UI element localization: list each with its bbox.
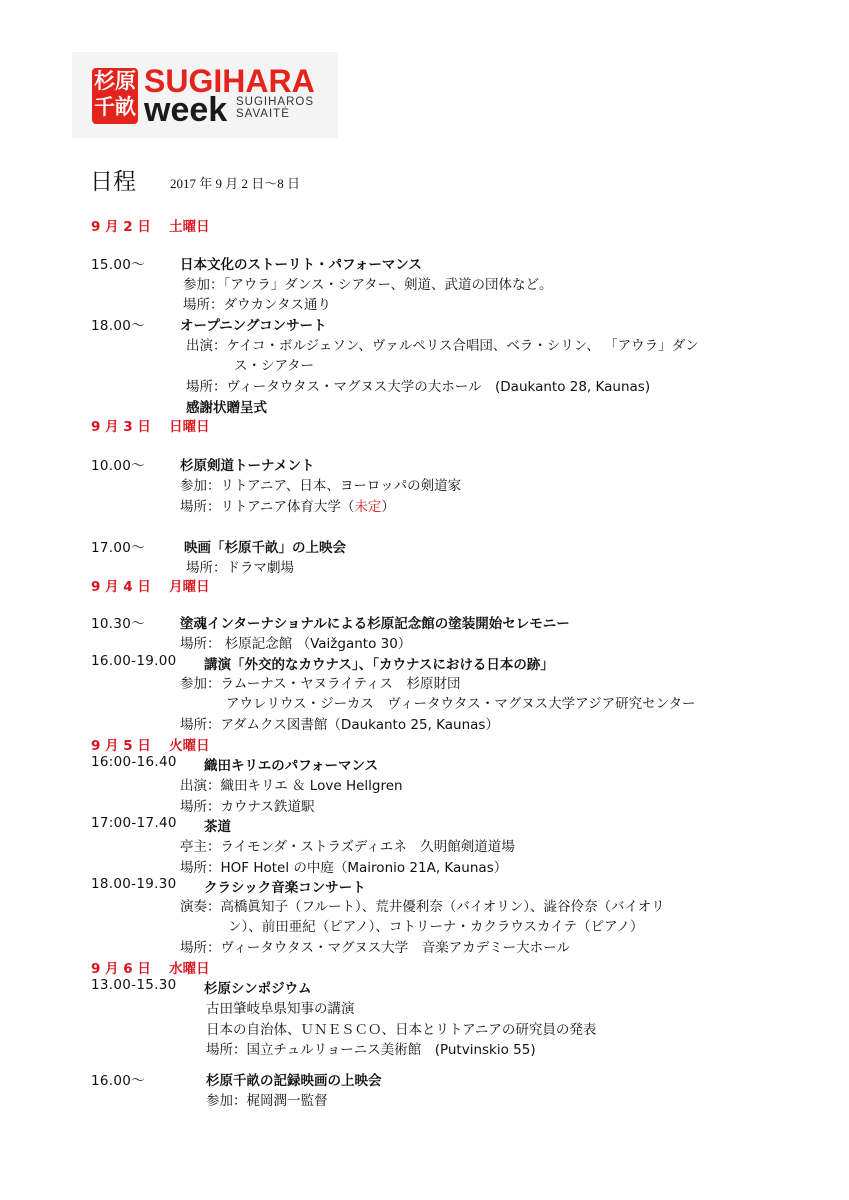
event-time: 18.00〜 [91,318,145,334]
day-heading: 9 月 4 日 月曜日 [91,579,210,595]
event-detail: 場所：HOF Hotel の中庭（Maironio 21A, Kaunas） [180,860,508,876]
undecided-note: 未定 [354,499,382,515]
event-title: 日本文化のストーリト・パフォーマンス [180,257,422,273]
logo-kanji-bottom: 千畝 [94,94,136,119]
day-heading: 9 月 3 日 日曜日 [91,419,210,435]
date-range: 2017 年 9 月 2 日〜8 日 [170,176,301,191]
event-time: 10.00〜 [91,458,145,474]
event-time: 10.30〜 [91,616,145,632]
day-heading: 9 月 2 日 土曜日 [91,219,210,235]
event-title: 塗魂インターナショナルによる杉原記念館の塗装開始セレモニー [180,616,570,632]
event-time: 16.00-19.00 [91,653,177,669]
event-detail: 場所：カウナス鉄道駅 [180,799,315,815]
logo-week: week [144,91,228,129]
event-detail: 場所：ヴィータウタス・マグヌス大学 音楽アカデミー大ホール [180,940,570,956]
event-time: 17.00〜 [91,540,145,556]
event-title: 茶道 [204,819,231,835]
event-detail: 古田肇岐阜県知事の講演 [206,1001,355,1017]
event-detail: 亭主：ライモンダ・ストラズディエネ 久明館剣道道場 [180,839,515,855]
event-detail: 出演：ケイコ・ボルジェソン、ヴァルペリス合唱団、ベラ・シリン、 「アウラ」ダン [186,338,699,354]
event-detail: 参加：ラムーナス・ヤヌライティス 杉原財団 [180,676,461,692]
event-detail: 場所： 杉原記念館 （Vaižganto 30） [180,636,412,652]
sugihara-week-logo [72,52,338,138]
event-detail: ン）、前田亜紀（ピアノ）、コトリーナ・カクラウスカイテ（ピアノ） [228,919,644,935]
day-heading: 9 月 6 日 水曜日 [91,961,210,977]
event-detail: 場所：ドラマ劇場 [186,560,294,576]
event-detail: 出演：織田キリエ ＆ Love Hellgren [180,778,403,794]
event-detail: ス・シアター [234,358,315,374]
event-title: 杉原千畝の記録映画の上映会 [206,1073,382,1089]
event-detail: 参加：梶岡潤一監督 [206,1093,328,1109]
event-detail-text: ） [381,499,395,515]
event-title: 織田キリエのパフォーマンス [204,758,379,774]
event-title: 講演「外交的なカウナス」、「カウナスにおける日本の跡」 [204,657,554,673]
event-time: 16.00〜 [91,1073,145,1089]
event-time: 16:00-16.40 [91,754,177,770]
event-detail: 参加：リトアニア、日本、ヨーロッパの剣道家 [180,478,462,494]
logo-subtitle-line2: SAVAITĖ [236,108,290,120]
event-time: 18.00-19.30 [91,876,177,892]
page-title: 日程 [90,169,136,195]
event-title: 映画「杉原千畝」の上映会 [184,540,346,556]
event-detail: 場所：アダムクス図書館（Daukanto 25, Kaunas） [180,717,499,733]
event-detail: 感謝状贈呈式 [186,400,267,416]
event-detail: 日本の自治体、ＵＮＥＳＣＯ、日本とリトアニアの研究員の発表 [206,1022,597,1038]
event-time: 13.00-15.30 [91,977,177,993]
event-detail: 演奏：高橋眞知子（フルート）、荒井優利奈（バイオリン）、澁谷伶奈（バイオリ [180,899,665,915]
logo-brand: SUGIHARA [144,63,315,99]
event-detail: 場所：ダウカンタス通り [183,297,331,313]
logo-subtitle-line1: SUGIHAROS [236,96,315,108]
event-detail [180,495,395,515]
event-detail-text: 場所：リトアニア体育大学（ [180,499,355,515]
event-detail: 場所：ヴィータウタス・マグヌス大学の大ホール (Daukanto 28, Kaunas) [186,379,651,395]
event-detail: 場所：国立チュルリョーニス美術館 (Putvinskio 55) [206,1042,536,1058]
event-title: オープニングコンサート [180,318,327,334]
event-time: 17:00-17.40 [91,815,177,831]
logo-kanji-top: 杉原 [94,68,136,93]
event-title: 杉原剣道トーナメント [180,458,315,474]
day-heading: 9 月 5 日 火曜日 [91,738,210,754]
event-detail: アウレリウス・ジーカス ヴィータウタス・マグヌス大学アジア研究センター [226,696,696,712]
event-title: 杉原シンポジウム [204,981,312,997]
event-detail: 参加：「アウラ」ダンス・シアター、剣道、武道の団体など。 [183,277,553,293]
logo-kanji-box [92,68,138,124]
logo-subtitle [236,96,314,120]
event-title: クラシック音楽コンサート [204,880,366,896]
event-time: 15.00〜 [91,257,145,273]
